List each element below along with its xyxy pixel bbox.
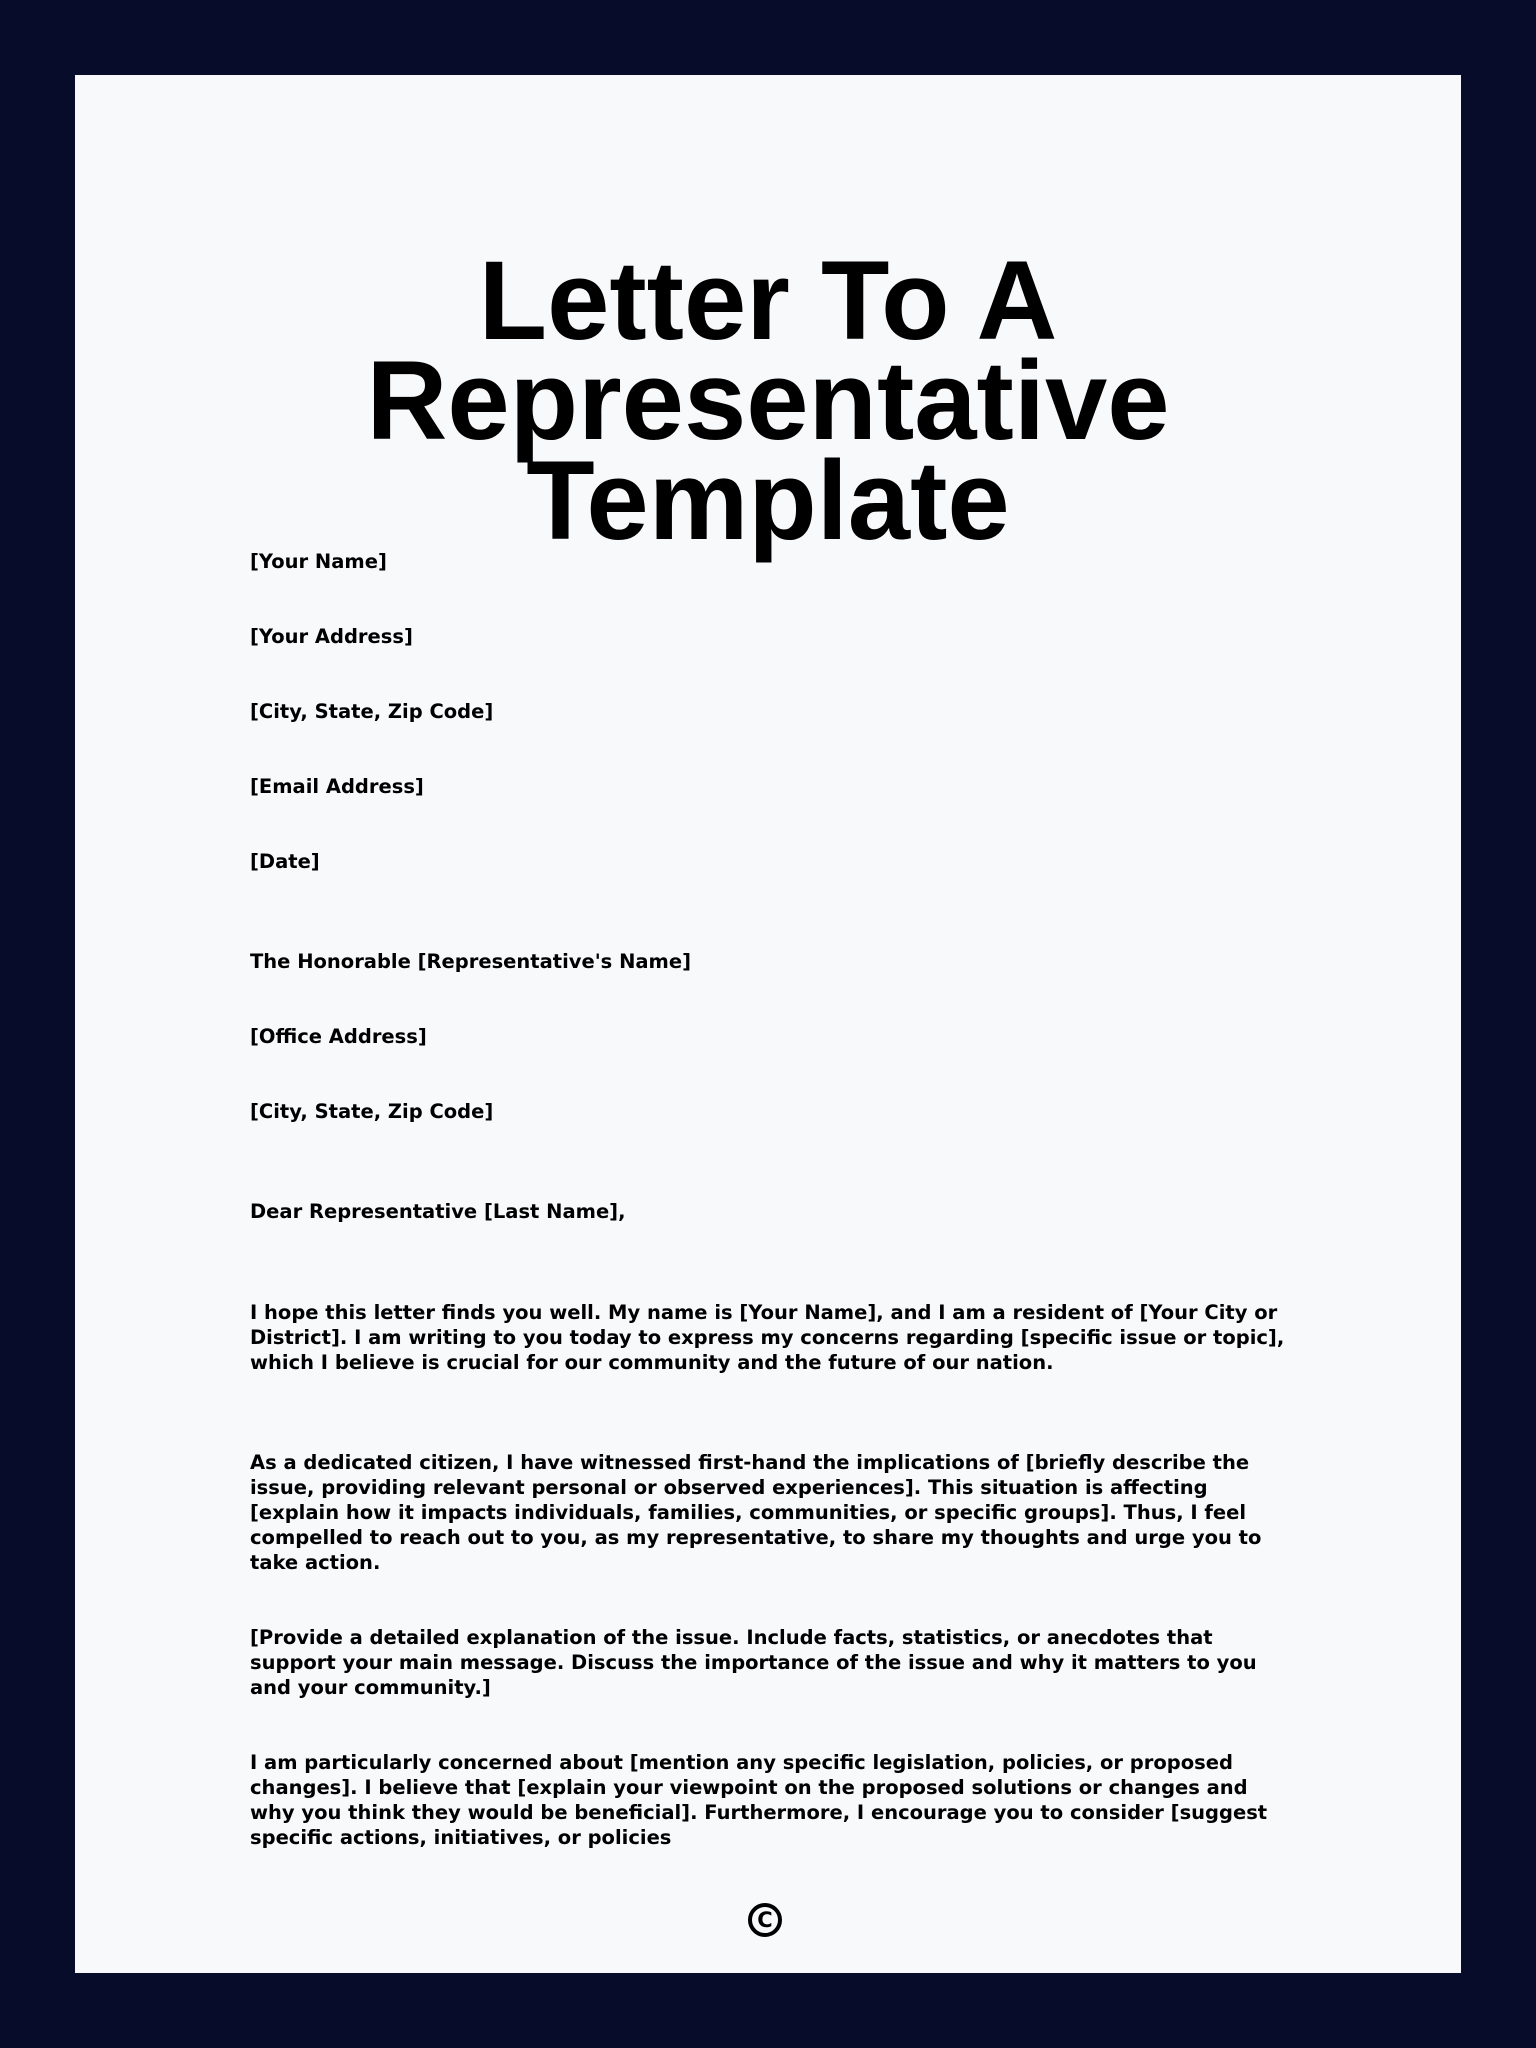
letter-date: [Date] (250, 850, 320, 873)
body-paragraph-3: [Provide a detailed explanation of the issue. Include facts, statistics, or anecdotes that support your main message. Discuss the importance of the issue and why it matters to you and your community.] (250, 1626, 1257, 1699)
recipient-city-state-zip: [City, State, Zip Code] (250, 1100, 494, 1123)
body-paragraph-4: I am particularly concerned about [mention any specific legislation, policies, or proposed changes]. I believe that [explain your viewpoint on the proposed solutions or changes and why you think they would be beneficial]. Furthermore, I encourage you to consider [suggest specific actions, initiatives, or policies (250, 1751, 1268, 1849)
recipient-name: The Honorable [Representative's Name] (250, 950, 692, 973)
sender-email: [Email Address] (250, 775, 424, 798)
sender-address: [Your Address] (250, 625, 413, 648)
body-paragraph-2: As a dedicated citizen, I have witnessed first-hand the implications of [briefly describe the issue, providing relevant personal or observed experiences]. This situation is affecting [explain how it impacts individuals, families, communities, or specific groups]. Thus, I feel compelled to reach out to you, as my representative, to share my thoughts and urge you to take action. (250, 1451, 1262, 1574)
body-paragraph-1: I hope this letter finds you well. My name is [Your Name], and I am a resident of [Your City or District]. I am writing to you today to express my concerns regarding [specific issue or topic], which I believe is crucial for our community and the future of our nation. (250, 1301, 1285, 1374)
sender-city-state-zip: [City, State, Zip Code] (250, 700, 494, 723)
recipient-office-address: [Office Address] (250, 1025, 427, 1048)
sender-name: [Your Name] (250, 550, 387, 573)
title-line-1: Letter To A Representative (366, 238, 1170, 463)
salutation: Dear Representative [Last Name], (250, 1200, 626, 1223)
copyright-icon: C (748, 1903, 782, 1937)
document-page (75, 75, 1461, 1973)
title-line-2: Template (526, 438, 1010, 563)
